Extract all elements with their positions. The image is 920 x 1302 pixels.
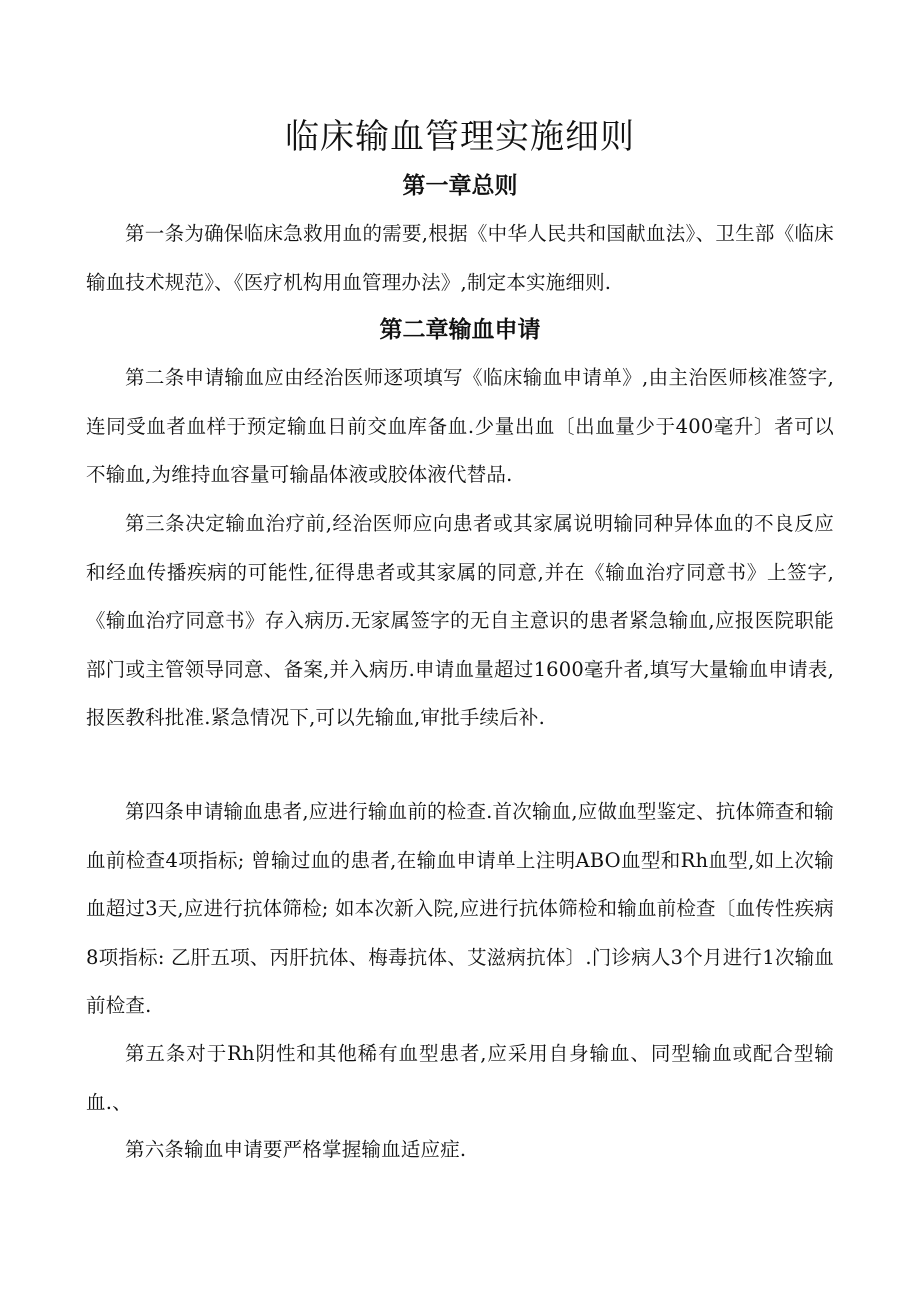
article-paragraph: 第三条决定输血治疗前,经治医师应向患者或其家属说明输同种异体血的不良反应和经血传播疾病的可能性,征得患者或其家属的同意,并在《输血治疗同意书》上签字,《输血治疗同意书》存入病历.无家属签字的无自主意识的患者紧急输血,应报医院职能部门或主管领导同意、备案,并入病历.申请血量超过1600毫升者,填写大量输血申请表,报医教科批准.紧急情况下,可以先输血,审批手续后补. [86, 512, 834, 729]
chapter-heading-1: 第一章总则 [402, 173, 518, 199]
article-paragraph: 第二条申请输血应由经治医师逐项填写《临床输血申请单》,由主治医师核准签字,连同受血者血样于预定输血日前交血库备血.少量出血〔出血量少于400毫升〕者可以不输血,为维持血容量可输晶体液或胶体液代替品. [86, 366, 834, 486]
chapter-heading-2: 第二章输血申请 [379, 317, 541, 343]
article-paragraph: 第五条对于Rh阴性和其他稀有血型患者,应采用自身输血、同型输血或配合型输血.、 [86, 1042, 834, 1114]
article-paragraph: 第一条为确保临床急救用血的需要,根据《中华人民共和国献血法》、卫生部《临床输血技术规范》、《医疗机构用血管理办法》,制定本实施细则. [86, 222, 834, 294]
article-paragraph: 第四条申请输血患者,应进行输血前的检查.首次输血,应做血型鉴定、抗体筛查和输血前检查4项指标; 曾输过血的患者,在输血申请单上注明ABO血型和Rh血型,如上次输血超过3天,应进行抗体筛检; 如本次新入院,应进行抗体筛检和输血前检查〔血传性疾病8项指标: 乙肝五项、丙肝抗体、梅毒抗体、艾滋病抗体〕.门诊病人3个月进行1次输血前检查. [86, 800, 834, 1017]
article-paragraph: 第六条输血申请要严格掌握输血适应症. [125, 1138, 467, 1161]
document-title: 临床输血管理实施细则 [285, 117, 635, 157]
